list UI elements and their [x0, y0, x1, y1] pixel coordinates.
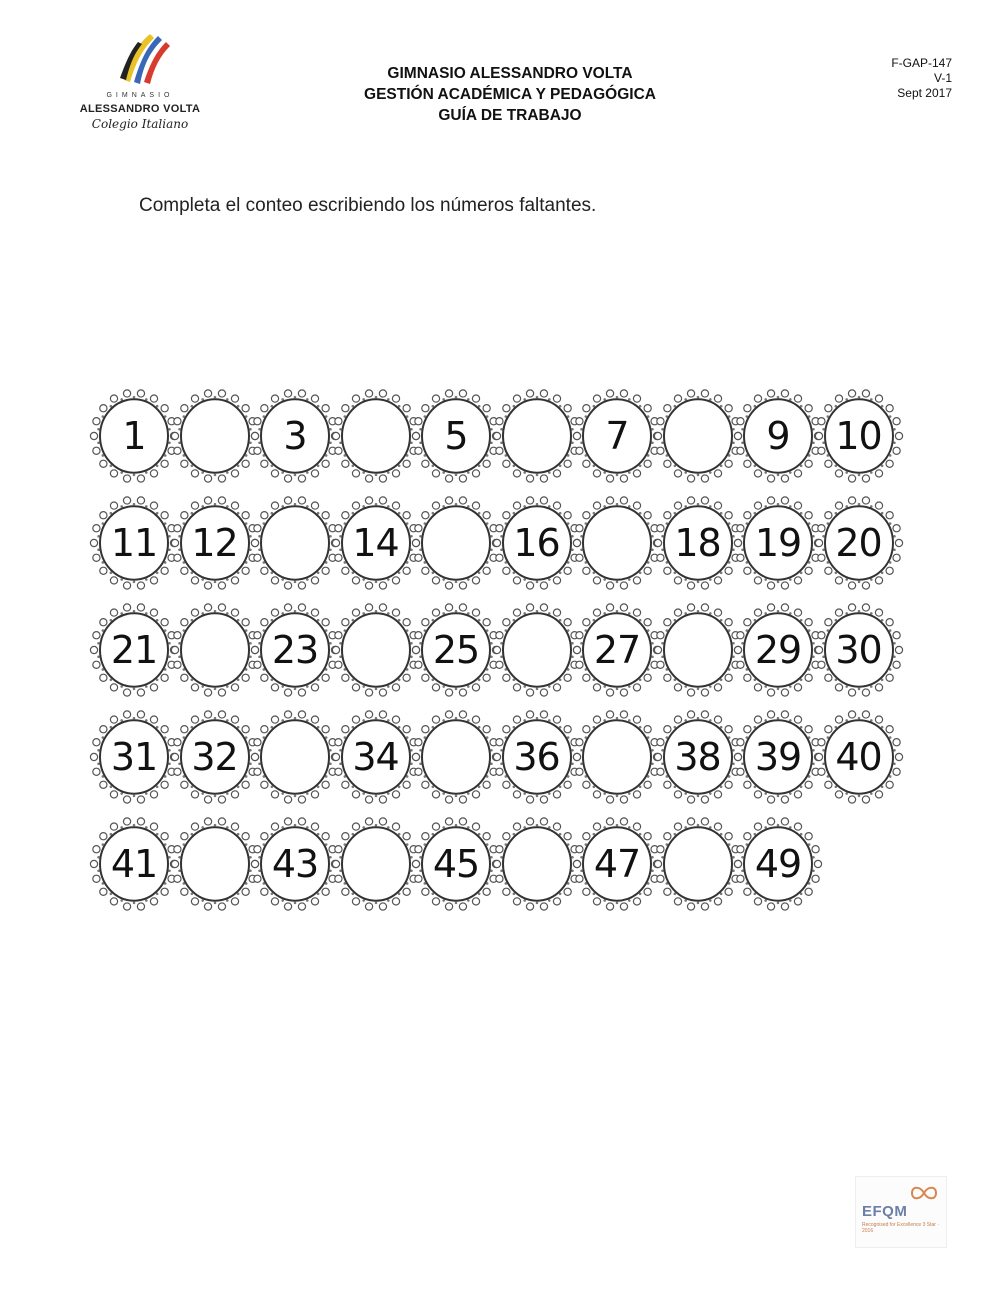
flower-number-text — [491, 600, 583, 700]
flower-number-34 — [330, 707, 422, 807]
flower-blank[interactable] — [169, 386, 261, 486]
efqm-subtitle: Recognised for Excellence 3 Star · 2016 — [862, 1222, 939, 1234]
flower-blank[interactable] — [571, 707, 663, 807]
flower-number-text: 34 — [352, 735, 399, 779]
flower-number-47 — [571, 814, 663, 914]
flower-number-text — [571, 493, 663, 593]
flower-number-38 — [652, 707, 744, 807]
flower-blank[interactable] — [652, 386, 744, 486]
flower-number-text: 27 — [593, 628, 641, 672]
flower-number-31 — [88, 707, 180, 807]
flower-number-text: 7 — [605, 414, 629, 458]
flower-number-10 — [813, 386, 905, 486]
flower-blank[interactable] — [652, 814, 744, 914]
flower-number-18 — [652, 493, 744, 593]
infinity-icon — [908, 1183, 940, 1203]
department-name: GESTIÓN ACADÉMICA Y PEDAGÓGICA — [364, 86, 656, 103]
flower-number-30 — [813, 600, 905, 700]
flower-number-text: 29 — [754, 628, 802, 672]
flower-number-32 — [169, 707, 261, 807]
flower-number-27 — [571, 600, 663, 700]
flower-blank[interactable] — [330, 600, 422, 700]
flower-blank[interactable] — [491, 600, 583, 700]
document-version: V-1 — [933, 71, 952, 85]
flower-blank[interactable] — [249, 493, 341, 593]
flower-number-text: 39 — [754, 735, 802, 779]
logo-script-text: Colegio Italiano — [91, 117, 189, 131]
flower-number-text — [491, 386, 583, 486]
flower-number-41 — [88, 814, 180, 914]
flower-number-1 — [88, 386, 180, 486]
efqm-label: EFQM — [862, 1203, 908, 1220]
brush-stroke-logo-icon — [116, 28, 176, 90]
school-name: GIMNASIO ALESSANDRO VOLTA — [387, 65, 633, 82]
flower-number-text — [249, 493, 341, 593]
flower-number-text: 45 — [432, 842, 480, 886]
flower-blank[interactable] — [491, 814, 583, 914]
flower-number-7 — [571, 386, 663, 486]
document-header — [300, 63, 720, 126]
flower-blank[interactable] — [330, 386, 422, 486]
school-logo — [70, 28, 210, 131]
flower-number-text: 1 — [122, 414, 146, 458]
flower-number-text: 31 — [110, 735, 158, 779]
flower-number-text: 23 — [271, 628, 319, 672]
flower-blank[interactable] — [571, 493, 663, 593]
flower-blank[interactable] — [652, 600, 744, 700]
flower-number-11 — [88, 493, 180, 593]
flower-number-text — [410, 493, 502, 593]
flower-number-40 — [813, 707, 905, 807]
flower-number-text: 38 — [674, 735, 721, 779]
document-code: F-GAP-147 — [891, 56, 952, 70]
flower-number-23 — [249, 600, 341, 700]
flower-number-text: 43 — [271, 842, 319, 886]
document-code-block — [891, 56, 952, 101]
document-date: Sept 2017 — [897, 86, 952, 100]
flower-number-5 — [410, 386, 502, 486]
flower-blank[interactable] — [410, 707, 502, 807]
efqm-badge — [855, 1176, 947, 1248]
flower-number-text — [491, 814, 583, 914]
flower-number-49 — [732, 814, 824, 914]
flower-number-29 — [732, 600, 824, 700]
flower-number-25 — [410, 600, 502, 700]
flower-number-36 — [491, 707, 583, 807]
flower-number-19 — [732, 493, 824, 593]
flower-blank[interactable] — [330, 814, 422, 914]
flower-number-text: 5 — [444, 414, 468, 458]
flower-number-text — [330, 814, 422, 914]
flower-number-text — [410, 707, 502, 807]
flower-number-text: 47 — [593, 842, 641, 886]
flower-number-text: 20 — [835, 521, 882, 565]
flower-number-text: 11 — [110, 521, 158, 565]
flower-number-text: 10 — [835, 414, 882, 458]
flower-number-45 — [410, 814, 502, 914]
flower-number-text: 16 — [513, 521, 560, 565]
flower-blank[interactable] — [491, 386, 583, 486]
flower-number-text: 18 — [674, 521, 721, 565]
flower-blank[interactable] — [249, 707, 341, 807]
flower-number-3 — [249, 386, 341, 486]
flower-number-text: 25 — [432, 628, 480, 672]
flower-number-text: 21 — [110, 628, 158, 672]
logo-small-text: GIMNASIO — [106, 92, 174, 99]
flower-number-text — [330, 386, 422, 486]
flower-blank[interactable] — [410, 493, 502, 593]
flower-number-21 — [88, 600, 180, 700]
flower-number-39 — [732, 707, 824, 807]
flower-number-text: 12 — [191, 521, 238, 565]
flower-number-text: 36 — [513, 735, 560, 779]
flower-number-text — [169, 814, 261, 914]
flower-number-text — [169, 386, 261, 486]
flower-number-text: 32 — [191, 735, 238, 779]
flower-number-text: 40 — [835, 735, 882, 779]
flower-number-16 — [491, 493, 583, 593]
flower-number-text: 14 — [352, 521, 399, 565]
flower-number-text: 3 — [283, 414, 307, 458]
flower-number-text — [652, 600, 744, 700]
flower-number-text: 19 — [754, 521, 802, 565]
flower-number-43 — [249, 814, 341, 914]
flower-number-text: 30 — [835, 628, 882, 672]
flower-number-text — [330, 600, 422, 700]
flower-number-9 — [732, 386, 824, 486]
flower-blank[interactable] — [169, 600, 261, 700]
flower-number-12 — [169, 493, 261, 593]
flower-number-14 — [330, 493, 422, 593]
flower-number-text — [169, 600, 261, 700]
logo-name-text: ALESSANDRO VOLTA — [79, 103, 201, 115]
flower-number-text — [652, 814, 744, 914]
flower-number-20 — [813, 493, 905, 593]
flower-number-text: 41 — [110, 842, 158, 886]
flower-number-text: 9 — [766, 414, 790, 458]
instruction-text: Completa el conteo escribiendo los números faltantes. — [139, 195, 597, 216]
flower-number-text — [652, 386, 744, 486]
flower-number-text: 49 — [754, 842, 802, 886]
flower-blank[interactable] — [169, 814, 261, 914]
document-type: GUÍA DE TRABAJO — [438, 107, 582, 124]
flower-number-text — [571, 707, 663, 807]
flower-number-text — [249, 707, 341, 807]
counting-flower-grid — [96, 388, 916, 918]
